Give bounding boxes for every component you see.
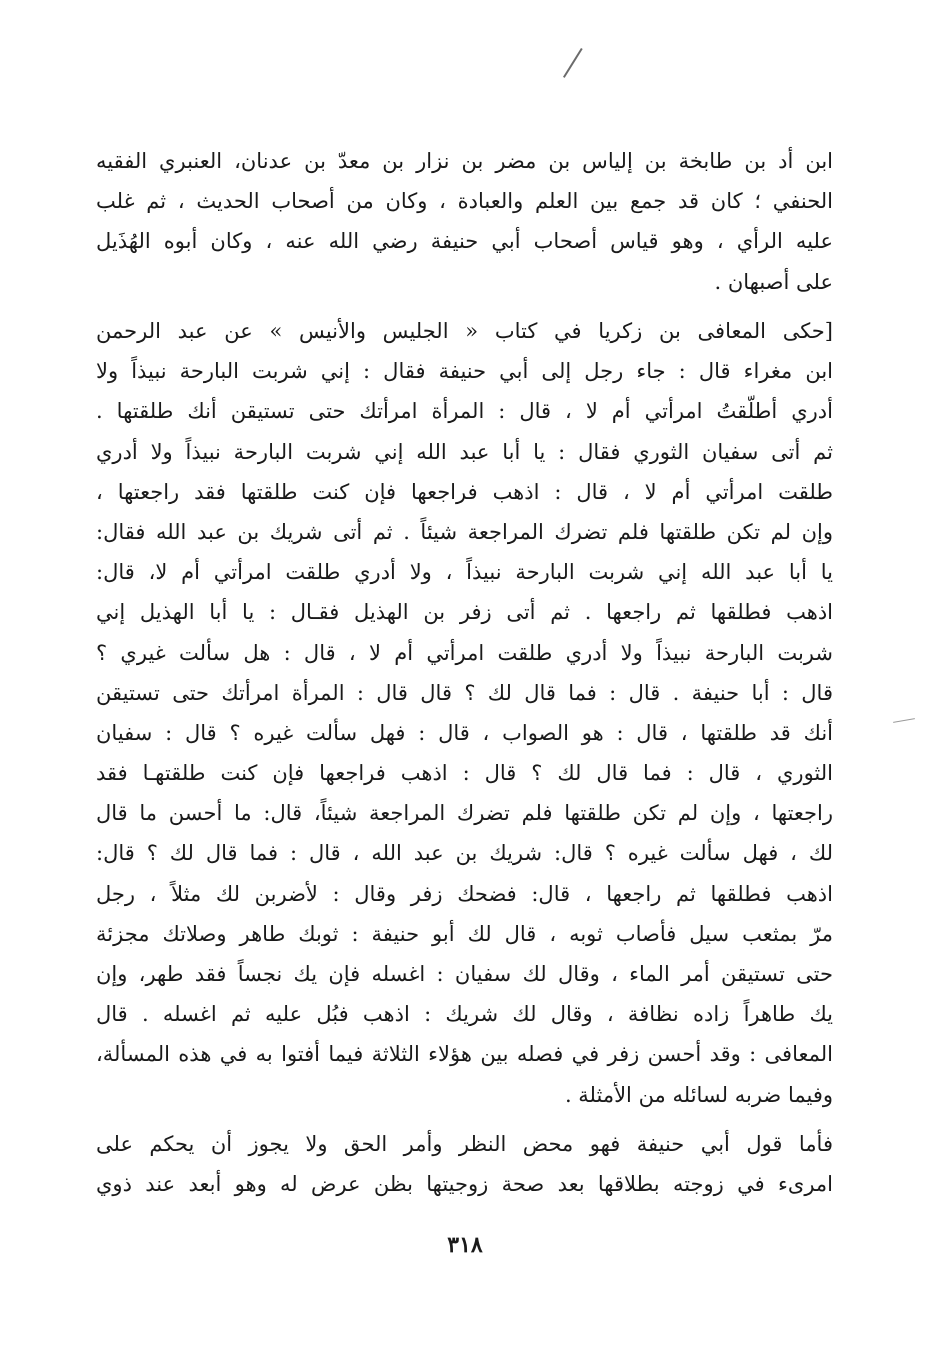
text-line: اذهب فطلقها ثم راجعها . ثم أتى زفر بن الهذيل فقـال : يا أبا الهذيل إني <box>96 600 833 625</box>
text-line: يك طاهراً زاده نظافة ، وقال لك شريك : اذهب فبُل عليه ثم اغسله . قال <box>96 1002 833 1027</box>
text-line: [حكى المعافى بن زكريا في كتاب « الجليس والأنيس » عن عبد الرحمن <box>96 319 833 343</box>
text-line: الثوري ، قال : فما قال لك ؟ قال : اذهب فراجعها فإن كنت طلقتهـا فقد <box>96 761 833 786</box>
text-line: وفيما ضربه لسائله من الأمثلة . <box>564 1082 833 1107</box>
text-line: فأما قول أبي حنيفة فهو محض النظر وأمر الحق ولا يجوز أن يحكم على <box>96 1132 833 1156</box>
text-line: المعافى : وقد أحسن زفر في فصله بين هؤلاء الثلاثة فيما أفتوا به في هذه المسألة، <box>96 1042 833 1067</box>
text-line: أنك قد طلقتها ، قال : هو الصواب ، قال : فهل سألت غيره ؟ قال : سفيان <box>96 720 833 745</box>
text-line: اذهب فطلقها ثم راجعها ، قال: فضحك زفر وقال : لأضربن لك مثلاً ، رجل <box>96 881 833 906</box>
text-line: مرّ بمثعب سيل فأصاب ثوبه ، قال لك أبو حنيفة : ثوبك طاهر وصلاتك مجزئة <box>96 921 833 946</box>
page-number: ٣١٨ <box>447 1232 483 1258</box>
paragraph-1 <box>96 141 833 302</box>
text-line: يا أبا عبد الله إني شربت البارحة نبيذاً ، ولا أدري طلقت امرأتي أم لا، قال: <box>96 560 833 585</box>
text-line: عليه الرأي ، وهو قياس أصحاب أبي حنيفة رضي الله عنه ، وكان أبوه الهُذَيل <box>96 229 833 254</box>
text-line: ثم أتى سفيان الثوري فقال : يا أبا عبد الله إني شربت البارحة نبيذاً ولا أدري <box>96 439 833 464</box>
text-line: لك ، فهل سألت غيره ؟ قال: شريك بن عبد الله ، قال : فما قال لك ؟ قال: <box>96 841 833 866</box>
text-line: وإن لم تكن طلقتها فلم تضرك المراجعة شيئاً . ثم أتى شريك بن عبد الله فقال: <box>96 519 833 544</box>
pen-tick-mark <box>563 48 583 78</box>
margin-pencil-mark <box>893 718 915 723</box>
text-line: قال : أبا حنيفة . قال : فما قال لك ؟ قال قال : المرأة امرأتك حتى تستيقن <box>96 680 833 705</box>
text-line: امرىء في زوجته بطلاقها بعد صحة زوجيتها بظن عرض له وهو أبعد عند ذوي <box>96 1172 833 1197</box>
text-line: شربت البارحة نبيذاً ولا أدري طلقت امرأتي أم لا ، قال : هل سألت غيري ؟ <box>96 640 833 665</box>
text-line: طلقت امرأتي أم لا ، قال : اذهب فراجعها فإن كنت طلقتها فقد راجعتها ، <box>96 479 833 504</box>
text-line: على أصبهان . <box>714 269 833 294</box>
text-line: ابن مغراء قال : جاء رجل إلى أبي حنيفة فقال : إني شربت البارحة نبيذاً ولا <box>96 359 833 384</box>
text-line: حتى تستيقن أمر الماء ، وقال لك سفيان : اغسله فإن يك نجساً فقد طهر، وإن <box>96 962 833 986</box>
text-line: الحنفي ؛ كان قد جمع بين العلم والعبادة ، وكان من أصحاب الحديث ، ثم غلب <box>96 189 833 214</box>
text-line: ابن أد بن طابخة بن إلياس بن مضر بن نزار بن معدّ بن عدنان، العنبري الفقيه <box>96 149 833 173</box>
paragraph-3 <box>96 1124 833 1204</box>
text-line: أدري أطلّقتُ امرأتي أم لا ، قال : المرأة امرأتك حتى تستيقن أنك طلقتها . <box>96 399 833 424</box>
paragraph-2 <box>96 311 833 1115</box>
text-line: راجعتها ، وإن لم تكن طلقتها فلم تضرك المراجعة شيئاً، قال: ما أحسن ما قال <box>96 801 833 826</box>
